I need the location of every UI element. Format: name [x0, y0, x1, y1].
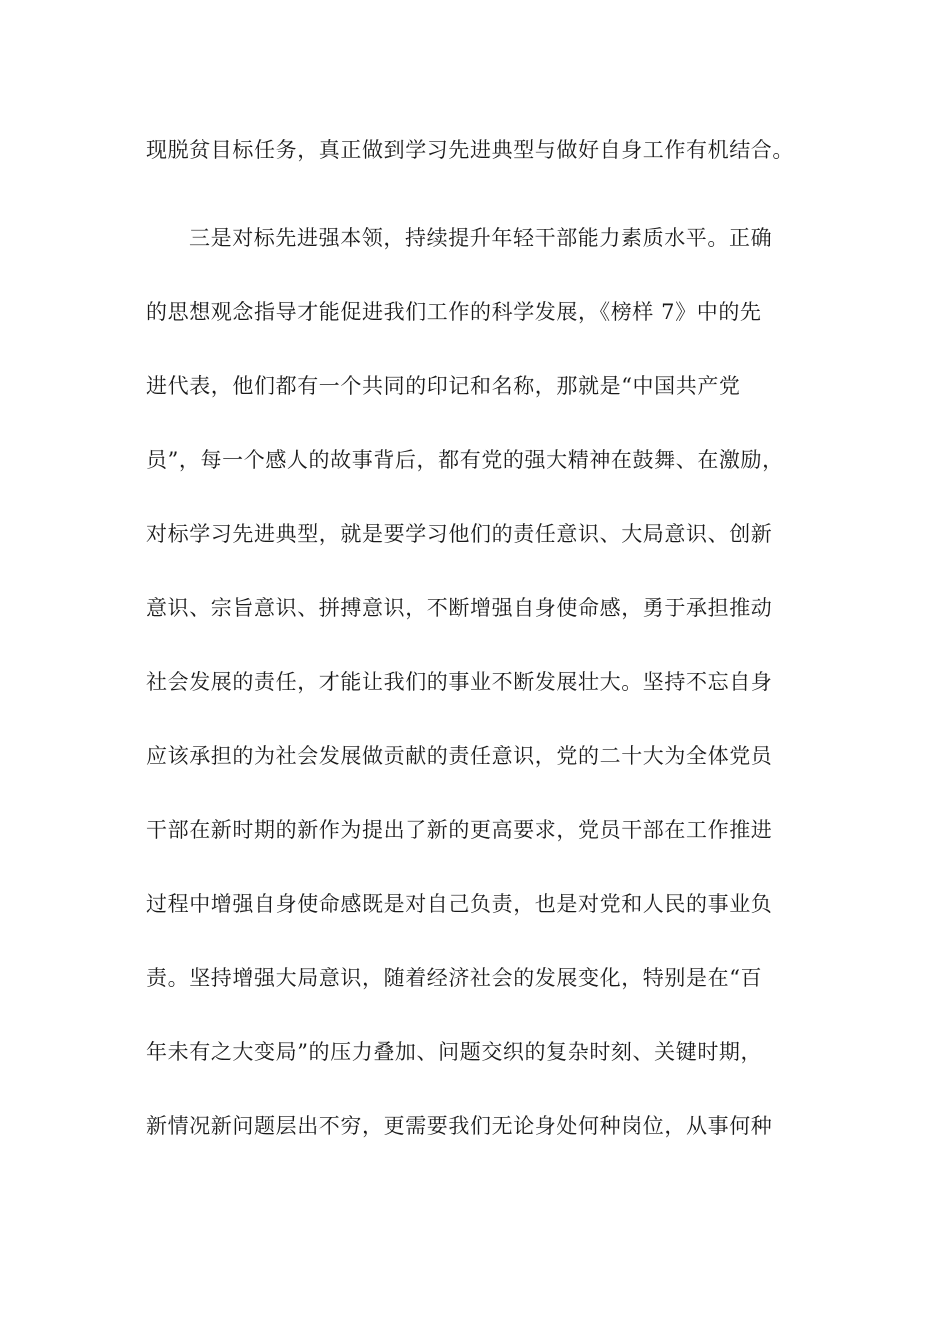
text-line-13: 年未有之大变局”的压力叠加、问题交织的复杂时刻、关键时期， [146, 1040, 763, 1064]
text-line-10: 干部在新时期的新作为提出了新的更高要求，党员干部在工作推进 [146, 818, 773, 842]
text-line-1: 现脱贫目标任务，真正做到学习先进典型与做好自身工作有机结合。 [146, 138, 794, 162]
text-line-12: 责。坚持增强大局意识，随着经济社会的发展变化，特别是在“百 [146, 966, 763, 990]
text-line-8: 社会发展的责任，才能让我们的事业不断发展壮大。坚持不忘自身 [146, 670, 773, 694]
text-line-4: 进代表，他们都有一个共同的印记和名称，那就是“中国共产党 [146, 374, 741, 398]
text-line-7: 意识、宗旨意识、拼搏意识，不断增强自身使命感，勇于承担推动 [146, 596, 773, 620]
text-line-6: 对标学习先进典型，就是要学习他们的责任意识、大局意识、创新 [146, 522, 773, 546]
text-line-2: 三是对标先进强本领，持续提升年轻干部能力素质水平。正确 [189, 226, 773, 250]
text-line-3: 的思想观念指导才能促进我们工作的科学发展，《榜样 7》中的先 [146, 300, 762, 324]
text-line-11: 过程中增强自身使命感既是对自己负责，也是对党和人民的事业负 [146, 892, 773, 916]
text-line-5: 员”，每一个感人的故事背后，都有党的强大精神在鼓舞、在激励， [146, 448, 784, 472]
text-line-9: 应该承担的为社会发展做贡献的责任意识，党的二十大为全体党员 [146, 744, 773, 768]
text-line-14: 新情况新问题层出不穷，更需要我们无论身处何种岗位，从事何种 [146, 1114, 773, 1138]
